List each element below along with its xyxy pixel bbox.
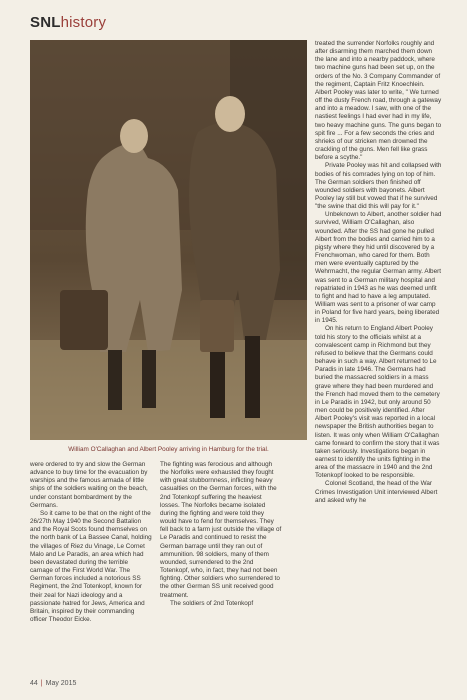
paragraph: Colonel Scotland, the head of the War Crimes Investigation Unit interviewed Albert and asked why he <box>315 480 438 504</box>
article-column-middle <box>160 461 282 608</box>
footer-separator: | <box>40 680 43 687</box>
historical-photo <box>30 40 307 440</box>
paragraph: On his return to England Albert Pooley told his story to the officials whilst at a convalescent camp in Richmond but they refused to believe that the Germans could behave in such a way. Albert returned to Le Paradis in late 1946. The Germans had buried the massacred soldiers in a mass grave where they had been murdered and the French had moved them to the cemetery in Le Paradis in 1942, but only around 50 men could be positively identified. After Albert Pooley's visit was reported in a local newspaper the British authorities began to listen. It was only when William O'Callaghan came forward to confirm the story that it was taken seriously. Investigations began in earnest to identify the units fighting in the area of the massacre in 1940 and the 2nd Totenkopf looked to be responsible. <box>315 325 440 480</box>
photo-illustration <box>30 40 307 440</box>
masthead-brand: SNL <box>30 14 61 31</box>
page-number: 44 <box>30 680 38 687</box>
paragraph: Unbeknown to Albert, another soldier had survived, William O'Callaghan, also wounded. After the SS had gone he pulled Albert from the bodies and carried him to a pigsty where they hid until discovered by a Frenchwoman, who cared for them. Both men were eventually captured by the Wehrmacht, the regular German army. Albert was sent to a German military hospital and repatriated in 1943 as he was deemed unfit to fight and had to have a leg amputated. William was sent to a prisoner of war camp in Poland for five hard years, being liberated in 1945. <box>315 211 442 325</box>
masthead-section: history <box>60 14 107 31</box>
paragraph: The fighting was ferocious and although the Norfolks were exhausted they fought with great stubbornness, inflicting heavy casualties on the German forces, with the 2nd Totenkopf suffering the heaviest losses. The Norfolks became isolated during the fighting and were told they would have to fend for themselves. They fell back to a farm just outside the village of Le Paradis and continued to resist the German barrage until they ran out of ammunition. 98 soldiers, many of them wounded, surrendered to the 2nd Totenkopf, who, in fact, they had not been fighting. Other soldiers who surrendered to the other German SS unit received good treatment. <box>160 461 282 599</box>
article-column-left <box>30 461 152 624</box>
paragraph: So it came to be that on the night of the 26/27th May 1940 the Second Battalion and the Royal Scots found themselves on the north bank of La Bassee Canal, holding the villages of Riez du Vinage, Le Cornet Malo and Le Paradis, an area which had been devastated during the terrible carnage of the First World War. The German forces included a notorious SS Regiment, the 2nd Totenkopf, known for their zeal for Nazi ideology and a passionate hatred for Jews, America and Britain, inspired by their commanding officer Theodor Eicke. <box>30 509 152 623</box>
paragraph: treated the surrender Norfolks roughly and after disarming them marched them down the lane and into a nearby paddock, where two machine guns had been set up, on the orders of the No. 3 Company Commander of the regiment, Captain Fritz Knoechlein. Albert Pooley was later to write, " We turned off the dusty French road, through a gateway and into a meadow. I saw, with one of the nastiest feelings I had ever had in my life, two heavy machine guns. The guns began to spit fire ... For a few seconds the cries and shrieks of our stricken men drowned the crackling of the guns. Men fell like grass before a scythe." <box>315 40 442 162</box>
article-column-right <box>315 40 442 505</box>
page-footer <box>30 680 76 687</box>
issue-date: May 2015 <box>45 680 77 687</box>
paragraph: The soldiers of 2nd Totenkopf <box>170 599 254 607</box>
paragraph: were ordered to try and slow the German advance to buy time for the evacuation by warships and the famous armada of little ships of the soldiers waiting on the beach, under constant bombardment by the Germans. <box>30 461 148 509</box>
photo-caption: William O'Callaghan and Albert Pooley arriving in Hamburg for the trial. <box>68 446 269 453</box>
paragraph: Private Pooley was hit and collapsed with bodies of his comrades lying on top of him. The German soldiers then finished off wounded soldiers with bayonets. Albert Pooley lay still but vowed that if he survived "the swine that did this will pay for it." <box>315 162 442 211</box>
masthead <box>30 14 106 31</box>
